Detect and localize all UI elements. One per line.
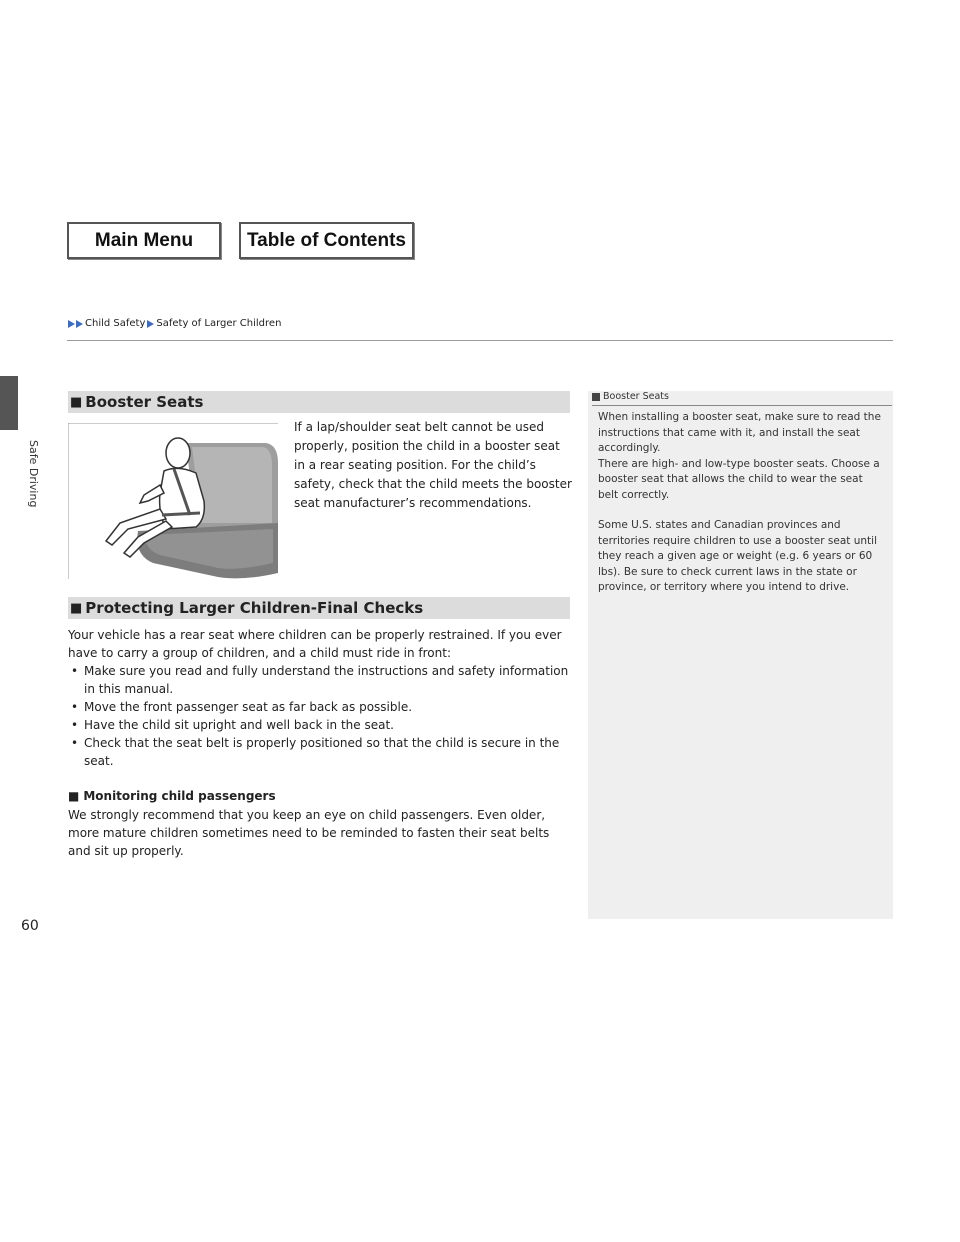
- square-bullet-icon: ■: [70, 600, 83, 616]
- section-title: Booster Seats: [85, 393, 204, 411]
- sidebar-note-title: [592, 391, 669, 402]
- sidebar-paragraph: Some U.S. states and Canadian provinces and territories require children to use a booster seat until they reach a given age or weight (e.g. 6 years or 60 lbs). Be sure to check current laws in the state or province, or territory where you intend to drive.: [598, 519, 877, 593]
- sidebar-divider: [592, 405, 892, 406]
- list-item: • Move the front passenger seat as far back as possible.: [68, 698, 573, 716]
- chapter-side-label: Safe Driving: [27, 440, 40, 508]
- square-bullet-icon: ■: [68, 789, 80, 803]
- table-of-contents-button[interactable]: Table of Contents: [239, 222, 414, 259]
- final-checks-intro: Your vehicle has a rear seat where children can be properly restrained. If you ever have to carry a group of children, and a child must ride in front:: [68, 628, 562, 660]
- section-header-booster-seats: [68, 391, 570, 413]
- square-bullet-icon: ■: [70, 394, 83, 410]
- page-number: 60: [21, 918, 39, 934]
- breadcrumb-arrow-icon: [76, 320, 83, 328]
- note-reference-icon: [592, 393, 600, 401]
- breadcrumb-arrow-icon: [147, 320, 154, 328]
- breadcrumb-item-child-safety[interactable]: Child Safety: [85, 318, 146, 329]
- list-item: • Have the child sit upright and well back in the seat.: [68, 716, 573, 734]
- section-header-final-checks: [68, 597, 570, 619]
- subheading-monitoring: [68, 789, 276, 803]
- monitoring-text: We strongly recommend that you keep an eye on child passengers. Even older, more mature children sometimes need to be reminded to fasten their seat belts and sit up properly.: [68, 808, 550, 858]
- child-booster-seat-illustration: [68, 423, 278, 579]
- sidebar-title-text: Booster Seats: [603, 391, 669, 402]
- list-item: • Make sure you read and fully understand the instructions and safety information in this manual.: [68, 662, 573, 698]
- sidebar-paragraph: When installing a booster seat, make sure to read the instructions that came with it, and install the seat accordingly.: [598, 411, 881, 454]
- breadcrumb: [68, 318, 283, 329]
- subheading-title: Monitoring child passengers: [83, 789, 276, 803]
- sidebar-note-body: [598, 410, 886, 596]
- booster-seat-description: If a lap/shoulder seat belt cannot be used properly, position the child in a booster seat in a rear seating position. For the child’s safety, check that the child meets the booster seat manufacturer’s recommendations.: [294, 420, 572, 510]
- section-title: Protecting Larger Children-Final Checks: [85, 599, 424, 617]
- breadcrumb-item-safety-larger-children[interactable]: Safety of Larger Children: [156, 318, 282, 329]
- main-menu-button[interactable]: Main Menu: [67, 222, 221, 259]
- header-divider: [67, 340, 893, 341]
- sidebar-paragraph: There are high- and low-type booster seats. Choose a booster seat that allows the child to wear the seat belt correctly.: [598, 457, 880, 501]
- breadcrumb-arrow-icon: [68, 320, 75, 328]
- list-item: • Check that the seat belt is properly positioned so that the child is secure in the seat.: [68, 734, 573, 770]
- final-checks-list: [68, 662, 573, 770]
- chapter-tab-marker: [0, 376, 18, 430]
